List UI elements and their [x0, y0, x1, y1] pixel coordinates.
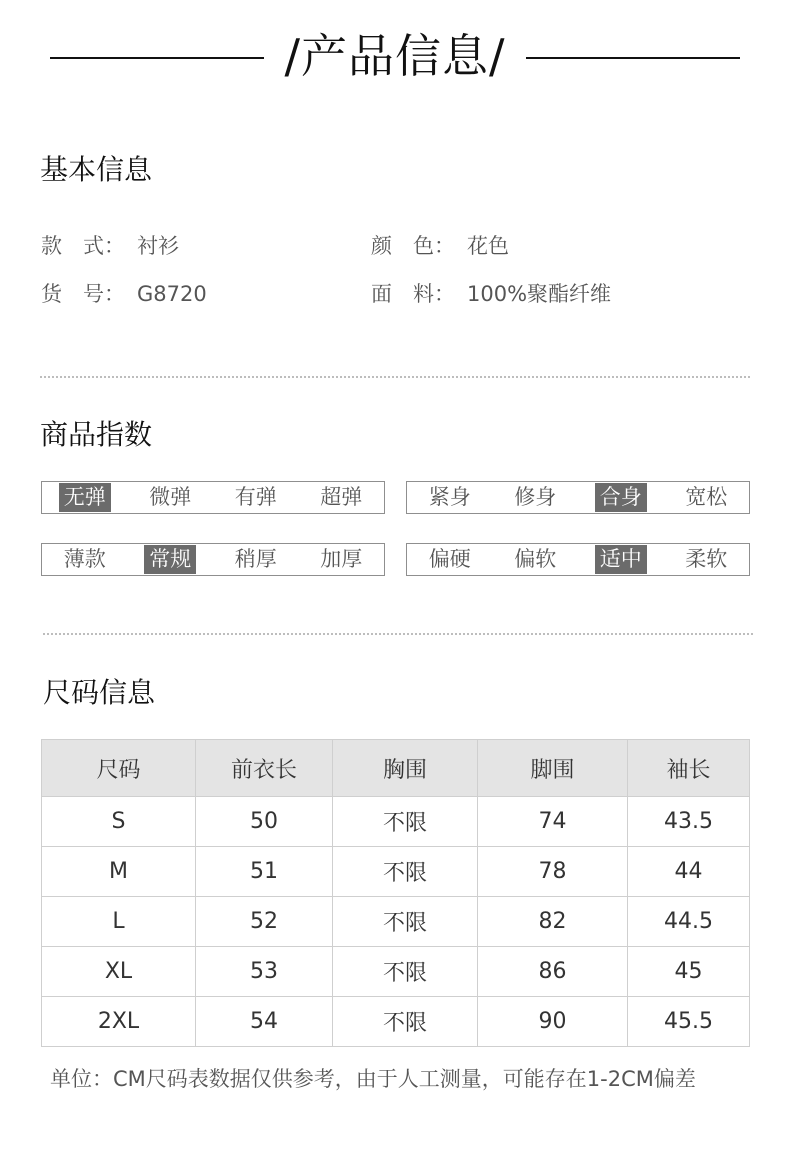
table-cell: 45.5: [628, 997, 750, 1047]
table-cell: 不限: [333, 847, 478, 897]
info-label: 颜 色：: [371, 234, 455, 258]
index-option: 宽松: [685, 485, 728, 509]
index-group-thickness: [41, 543, 385, 576]
column-header: 胸围: [333, 740, 478, 797]
size-title: 尺码信息: [43, 676, 156, 709]
index-option: 柔软: [685, 547, 728, 571]
index-option: 修身: [514, 485, 557, 509]
header-line-right: [526, 57, 740, 59]
info-label: 款 式：: [41, 234, 125, 258]
table-cell: 54: [196, 997, 333, 1047]
column-header: 脚围: [478, 740, 628, 797]
info-value: 100%聚酯纤维: [467, 282, 612, 306]
size-note: 单位：CM尺码表数据仅供参考，由于人工测量，可能存在1-2CM偏差: [50, 1067, 696, 1091]
table-cell: 不限: [333, 897, 478, 947]
index-option: 稍厚: [234, 547, 277, 571]
divider: [43, 633, 753, 635]
index-option: 微弹: [149, 485, 192, 509]
table-cell: 44: [628, 847, 750, 897]
info-value: G8720: [137, 282, 207, 306]
column-header: 袖长: [628, 740, 750, 797]
column-header: 前衣长: [196, 740, 333, 797]
index-option: 有弹: [234, 485, 277, 509]
table-cell: 86: [478, 947, 628, 997]
table-cell: 2XL: [42, 997, 196, 1047]
table-cell: 44.5: [628, 897, 750, 947]
index-option: 薄款: [63, 547, 106, 571]
index-group-elasticity: [41, 481, 385, 514]
info-value: 花色: [467, 234, 509, 258]
table-cell: 不限: [333, 947, 478, 997]
index-option: 常规: [128, 544, 214, 575]
table-row: [42, 797, 750, 847]
table-cell: 不限: [333, 797, 478, 847]
divider: [40, 376, 750, 378]
table-row: [42, 947, 750, 997]
index-title: 商品指数: [40, 418, 153, 451]
index-option: 无弹: [42, 482, 128, 513]
table-cell: 不限: [333, 997, 478, 1047]
table-cell: XL: [42, 947, 196, 997]
table-cell: 78: [478, 847, 628, 897]
table-cell: 53: [196, 947, 333, 997]
column-header: 尺码: [42, 740, 196, 797]
table-cell: L: [42, 897, 196, 947]
index-group-softness: [406, 543, 750, 576]
index-option: 偏软: [514, 547, 557, 571]
page-title: /产品信息/: [284, 29, 506, 83]
index-group-fit: [406, 481, 750, 514]
table-row: [42, 997, 750, 1047]
info-fabric: [371, 280, 611, 308]
index-option: 加厚: [320, 547, 363, 571]
table-cell: 74: [478, 797, 628, 847]
index-option: 适中: [578, 544, 664, 575]
table-row: [42, 847, 750, 897]
table-cell: 82: [478, 897, 628, 947]
table-cell: 90: [478, 997, 628, 1047]
index-option: 超弹: [320, 485, 363, 509]
info-label: 面 料：: [371, 282, 455, 306]
table-cell: 52: [196, 897, 333, 947]
info-color: [371, 232, 509, 260]
table-cell: M: [42, 847, 196, 897]
info-style: [41, 232, 179, 260]
table-row: [42, 897, 750, 947]
info-value: 衬衫: [137, 234, 179, 258]
size-table: [41, 739, 750, 1047]
index-option: 偏硬: [428, 547, 471, 571]
table-cell: 43.5: [628, 797, 750, 847]
basic-info-title: 基本信息: [40, 153, 153, 186]
index-option: 合身: [578, 482, 664, 513]
table-cell: 45: [628, 947, 750, 997]
index-option: 紧身: [428, 485, 471, 509]
table-cell: 51: [196, 847, 333, 897]
table-cell: 50: [196, 797, 333, 847]
info-label: 货 号：: [41, 282, 125, 306]
table-cell: S: [42, 797, 196, 847]
info-item-no: [41, 280, 207, 308]
table-header-row: [42, 740, 750, 797]
